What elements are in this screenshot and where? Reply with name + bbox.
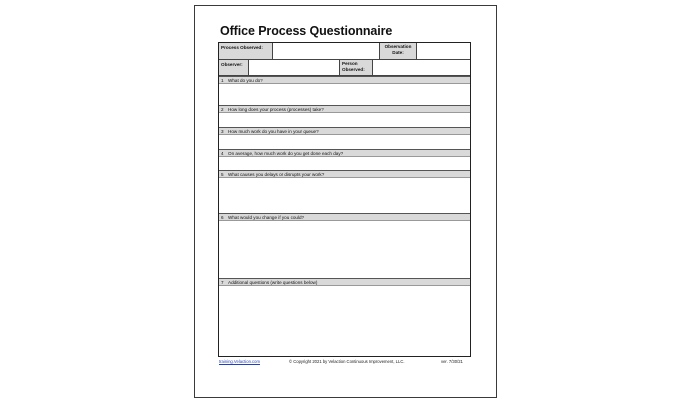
question-number: 5 [221,171,224,177]
person-observed-field[interactable] [373,60,470,75]
question-5 [219,170,470,178]
question-text: What do you do? [228,77,263,83]
process-observed-field[interactable] [273,43,380,59]
version-text: ver. 7/30/21 [441,359,463,364]
observer-field[interactable] [249,60,340,75]
observation-date-label [380,43,417,59]
question-text: How long does your process (processes) take? [228,106,324,112]
question-3 [219,127,470,135]
question-4 [219,149,470,157]
question-number: 3 [221,128,224,134]
question-text: What would you change if you could? [228,214,305,220]
question-text: Additional questions (write questions below) [228,279,318,285]
question-number: 1 [221,77,224,83]
process-observed-label-text: Process Observed: [221,45,263,50]
question-1 [219,76,470,84]
person-observed-label-line2: Observed: [342,67,365,72]
question-2 [219,105,470,113]
process-observed-label [219,43,273,59]
observation-date-label-line2: Date: [392,50,404,55]
observer-label [219,60,249,75]
question-text: What causes you delays or disrupts your work? [228,171,325,177]
question-number: 6 [221,214,224,220]
question-text: How much work do you have in your queue? [228,128,319,134]
header-row-process [219,43,470,60]
person-observed-label [340,60,373,75]
observer-label-text: Observer: [221,62,243,67]
questionnaire-form [218,42,471,357]
question-text: On average, how much work do you get done each day? [228,150,344,156]
question-number: 7 [221,279,224,285]
observation-date-label-line1: Observation [384,44,412,49]
person-observed-label-line1: Person [342,61,358,66]
question-number: 4 [221,150,224,156]
website-link[interactable]: training.Velaction.com [219,359,260,364]
question-7 [219,278,470,286]
copyright-text: © Copyright 2021 by Velaction Continuous Improvement, LLC. [289,359,405,364]
observation-date-field[interactable] [417,43,470,59]
header-row-observer [219,60,470,76]
page-title: Office Process Questionnaire [220,24,393,38]
question-number: 2 [221,106,224,112]
question-6 [219,213,470,221]
